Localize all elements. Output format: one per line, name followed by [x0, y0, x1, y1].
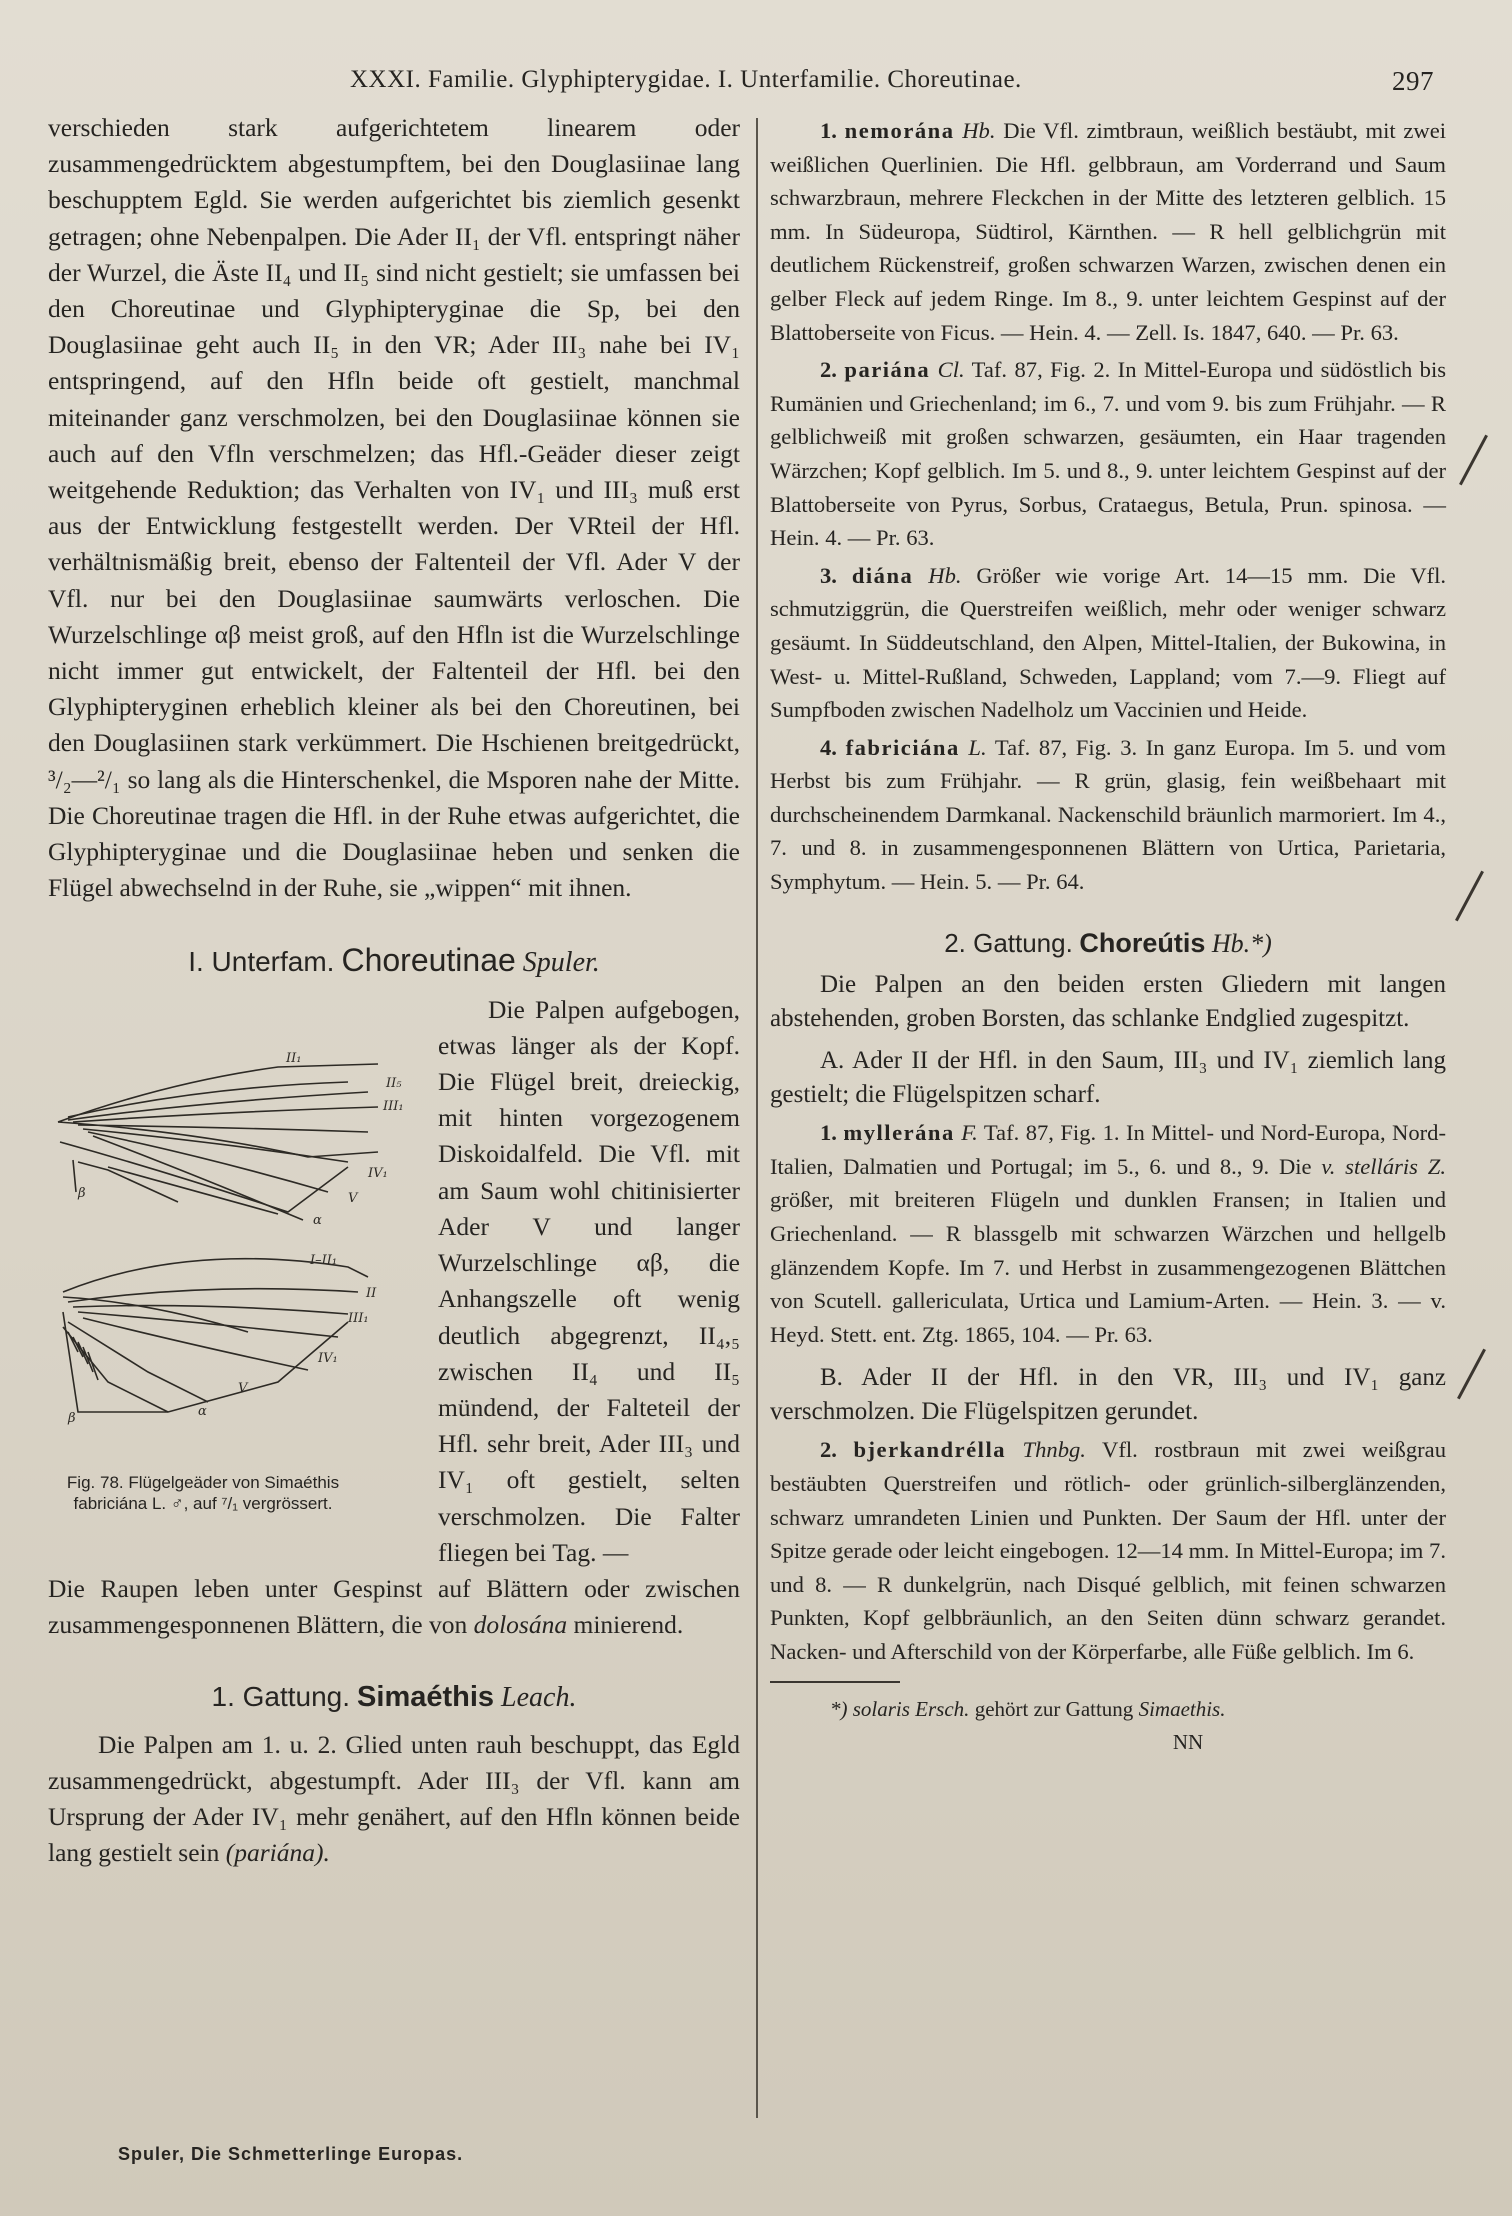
entry-pariana [770, 353, 1446, 555]
svg-text:V: V [348, 1190, 358, 1206]
species-name: bjerkandrélla [853, 1437, 1007, 1463]
entry-diana [770, 559, 1446, 727]
svg-text:IV₁: IV₁ [368, 1165, 388, 1181]
venation-drawing [48, 992, 428, 1472]
genus-description: Die Palpen an den beiden ersten Gliedern mit langen abstehenden, groben Borsten, das schlanke Endglied zugespitzt. [770, 971, 1446, 1033]
page-number: 297 [1392, 66, 1434, 96]
genus-heading-choreutis [770, 927, 1446, 961]
running-header [0, 58, 1512, 98]
genus-prefix: 2. Gattung. [944, 927, 1073, 958]
genus-name: Choreútis [1079, 927, 1206, 958]
svg-text:β: β [78, 1185, 86, 1201]
svg-text:III₁: III₁ [348, 1310, 369, 1326]
entry-nemorana [770, 114, 1446, 349]
species-name: nemorána [844, 118, 955, 143]
genus-prefix: 1. Gattung. [211, 1681, 351, 1713]
footnote-mark: *) solaris Ersch. [830, 1696, 970, 1721]
subfamily-heading [48, 942, 740, 981]
genus-author: Hb.*) [1211, 928, 1272, 958]
entry-number: 1. [820, 118, 837, 143]
svg-text:V: V [238, 1380, 248, 1396]
species-text-cont: größer, mit breiteren Flügeln und dunklen Fransen; in Italien und Griechenland. — R blassgelb mit schwarzen Wärzchen und hellgelb glänzendem Kopfe. Im 7. und Herbst in zusammengezogenen Blättchen von Scutell. gallericulata, Urtica und Lamium-Arten. — Hein. 3. — v. Heyd. Stett. ent. Ztg. 1865, 104. — Pr. 63. [770, 1187, 1446, 1347]
species-text: Die Vfl. zimtbraun, weißlich bestäubt, mit zwei weißlichen Querlinien. Die Hfl. gelbbraun, am Vorderrand und Saum schwarzbraun, mehrere Fleckchen in der Mitte des letzteren gelblich. 15 mm. In Südeuropa, Südtirol, Kärnthen. — R hell gelblichgrün mit deutlichem Rückenstreif, großen schwarzen Warzen, zwischen denen ein gelber Fleck auf jedem Ringe. Im 8., 9. unter leichtem Gespinst auf der Blattoberseite von Ficus. — Hein. 4. — Zell. Is. 1847, 640. — Pr. 63. [770, 118, 1447, 345]
footnote-genus: Simaethis. [1138, 1696, 1226, 1721]
species-name: pariána [844, 357, 931, 383]
svg-text:α: α [313, 1212, 322, 1228]
wing-venation-figure [48, 992, 428, 1552]
intro-paragraph: verschieden stark aufgerichtetem linearem oder zusammengedrücktem abgestumpftem, bei den Douglasiinae lang beschupptem Egld. Sie werden aufgerichtet bis ziemlich gesenkt getragen; ohne Nebenpalpen. Die Ader II₁ der Vfl. entspringt näher der Wurzel, die Äste II₄ und II₅ sind nicht gestielt; sie umfassen bei den Choreutinae und Glyphipteryginae die Sp, bei den Douglasiinae geht auch II₅ in den VR; Ader III₃ nahe bei IV₁ entspringend, auf den Hfln beide oft gestielt, manchmal miteinander ganz verschmolzen, bei den Douglasiinae können sie auch auf den Vfln verschmelzen; das Hfl.-Geäder dieser zeigt weitgehende Reduktion; das Verhalten von IV₁ und III₃ muß erst aus der Entwicklung festgestellt werden. Der VRteil der Hfl. verhältnismäßig breit, ebenso der Faltenteil der Vfl. Ader V der Vfl. nur bei den Douglasiinae saumwärts verloschen. Die Wurzelschlinge αβ meist groß, auf den Hfln ist die Wurzelschlinge nicht immer gut entwickelt, der Faltenteil der Hfl. bei den Glyphipteryginen erheblich kleiner als bei den Choreutinen, bei den Douglasiinen stark verkümmert. Die Hschienen breitgedrückt, ³/₂—²/₁ so lang als die Hinterschenkel, die Msporen nahe der Mitte. Die Choreutinae tragen die Hfl. in der Ruhe etwas aufgerichtet, die Glyphipteryginae und die Douglasiinae heben und senken die Flügel abwechselnd in der Ruhe, sie „wippen“ mit ihnen. [48, 113, 740, 903]
entry-number: 2. [820, 1437, 837, 1463]
genus-name: Simaéthis [357, 1681, 495, 1714]
subfamily-name: Choreutinae [341, 942, 516, 979]
species-text: Taf. 87, Fig. 3. In ganz Europa. Im 5. und vom Herbst bis zum Frühjahr. — R grün, glasig, fein weißbehaart mit durchscheinendem Darmkanal. Nackenschild bräunlich marmoriert. Im 4., 7. und 8. in zusammengesponnenen Blättern von Urtica, Parietaria, Symphytum. — Hein. 5. — Pr. 64. [770, 734, 1447, 895]
subfamily-prefix: I. Unterfam. [188, 946, 335, 978]
pencil-mark [1455, 871, 1484, 922]
svg-text:β: β [68, 1410, 76, 1426]
variety-name: v. stelláris Z. [1321, 1153, 1446, 1179]
footnote-rule [770, 1681, 900, 1683]
footnote [770, 1693, 1446, 1727]
entry-number: 2. [820, 357, 837, 383]
subfamily-description: Die Palpen aufgebogen, etwas länger als der Kopf. Die Flügel breit, dreieckig, mit hinten vorgezogenem Diskoidalfeld. Die Vfl. mit am Saum wohl chitinisierter Ader V und langer Wurzelschlinge αβ, die Anhangszelle oft wenig deutlich abgegrenzt, II₄,₅ zwischen II₄ und II₅ mündend, der Falteteil der Hfl. sehr breit, Ader III₃ und IV₁ oft gestielt, selten verschmolzen. Die Falter fliegen bei Tag. — [438, 994, 740, 1567]
column-divider [756, 118, 758, 2118]
entry-bjerkandrella [770, 1433, 1446, 1668]
left-column [48, 110, 740, 1871]
species-author: Thnbg. [1022, 1437, 1086, 1463]
entry-number: 4. [820, 734, 837, 760]
species-name: diána [851, 562, 914, 588]
genus-species-ref: (pariána). [225, 1838, 330, 1868]
svg-text:IV₁: IV₁ [318, 1350, 338, 1366]
subfamily-author: Spuler. [522, 947, 600, 979]
species-name: fabriciána [845, 734, 960, 760]
entry-number: 3. [820, 562, 837, 588]
genus-heading-simaethis [48, 1679, 740, 1716]
genus-text: Die Palpen am 1. u. 2. Glied unten rauh beschuppt, das Egld zusammengedrückt, abgestumpft. Ader III₃ der Vfl. kann am Ursprung der Ader IV₁ mehr genähert, auf den Hfln können beide lang gestielt sein [48, 1729, 740, 1868]
pencil-mark [1459, 435, 1488, 486]
species-text: Taf. 87, Fig. 1. In Mittel- und Nord-Europa, Nord-Italien, Dalmatien und Portugal; im 5., 6. und 8., 9. Die [770, 1120, 1447, 1179]
larvae-description [48, 1571, 740, 1643]
species-text: Taf. 87, Fig. 2. In Mittel-Europa und südöstlich bis Rumänien und Griechenland; im 6., 7. und vom 9. bis zum Frühjahr. — R gelblichweiß mit großen schwarzen, gesäumten, ein Haar tragenden Wärzchen; Kopf gelblich. Im 5. und 8., 9. unter leichtem Gespinst auf der Blattoberseite von Pyrus, Sorbus, Crataegus, Betula, Prun. spinosa. — Hein. 4. — Pr. 63. [770, 357, 1447, 551]
species-author: L. [968, 734, 987, 760]
header-title: XXXI. Familie. Glyphipterygidae. I. Unterfamilie. Choreutinae. [350, 66, 1022, 93]
genus-description [48, 1727, 740, 1872]
species-author: F. [961, 1120, 978, 1146]
subfamily-body [48, 992, 740, 1644]
section-b: B. Ader II der Hfl. in den VR, III₃ und IV₁ ganz verschmolzen. Die Flügelspitzen gerundet. [770, 1364, 1446, 1426]
pencil-mark [1457, 1349, 1486, 1400]
figure-caption: Fig. 78. Flügelgeäder von Simaéthis fabriciána L. ♂, auf ⁷/₁ vergrössert. [66, 1472, 340, 1513]
svg-text:II: II [366, 1285, 377, 1301]
section-a: A. Ader II der Hfl. in den Saum, III₃ und IV₁ ziemlich lang gestielt; die Flügelspitzen scharf. [770, 1047, 1446, 1109]
species-author: Hb. [962, 118, 996, 143]
svg-text:I–II₁: I–II₁ [310, 1252, 338, 1268]
svg-text:II₁: II₁ [286, 1050, 302, 1066]
larvae-text: Die Raupen leben unter Gespinst auf Blättern oder zwischen zusammengesponnenen Blättern, die von [48, 1573, 740, 1640]
larvae-text-end: minierend. [573, 1610, 684, 1640]
genus-author: Leach. [501, 1682, 577, 1714]
species-text: Größer wie vorige Art. 14—15 mm. Die Vfl. schmutziggrün, die Querstreifen weißlich, mehr oder weniger schwarz gesäumt. In Süddeutschland, den Alpen, Mittel-Italien, der Bukowina, in West- u. Mittel-Rußland, Schweden, Lappland; vom 7.—9. Fliegt auf Sumpfboden zwischen Nadelholz um Vaccinien und Heide. [770, 562, 1446, 723]
svg-text:II₅: II₅ [386, 1075, 402, 1091]
larvae-species: dolosána [473, 1610, 568, 1640]
svg-text:α: α [198, 1403, 207, 1419]
signature-mark: NN [1172, 1730, 1204, 1755]
entry-myllerana [770, 1116, 1446, 1351]
species-text: Vfl. rostbraun mit zwei weißgrau bestäubten Querstreifen und rötlich- oder grünlich-silberglänzenden, schwarz umrandeten Linien und Punkten. Der Saum der Hfl. unter der Spitze gerade oder leicht eingebogen. 12—14 mm. In Mittel-Europa; im 7. und 8. — R dunkelgrün, nach Disqué gelblich, mit feinen schwarzen Punkten, Kopf gelbbräunlich, an den Seiten dünn schwarz gerandet. Nacken- und Afterschild von der Körperfarbe, alle Füße gelblich. Im 6. [770, 1437, 1446, 1664]
entry-fabriciana [770, 731, 1446, 899]
footer-signature: Spuler, Die Schmetterlinge Europas. [118, 2144, 464, 2164]
svg-text:III₁: III₁ [383, 1098, 404, 1114]
footnote-text: gehört zur Gattung [974, 1696, 1134, 1721]
species-name: myllerána [843, 1120, 955, 1146]
species-author: Hb. [928, 562, 962, 588]
entry-number: 1. [820, 1120, 837, 1146]
species-author: Cl. [937, 357, 965, 383]
right-column [770, 110, 1446, 1760]
